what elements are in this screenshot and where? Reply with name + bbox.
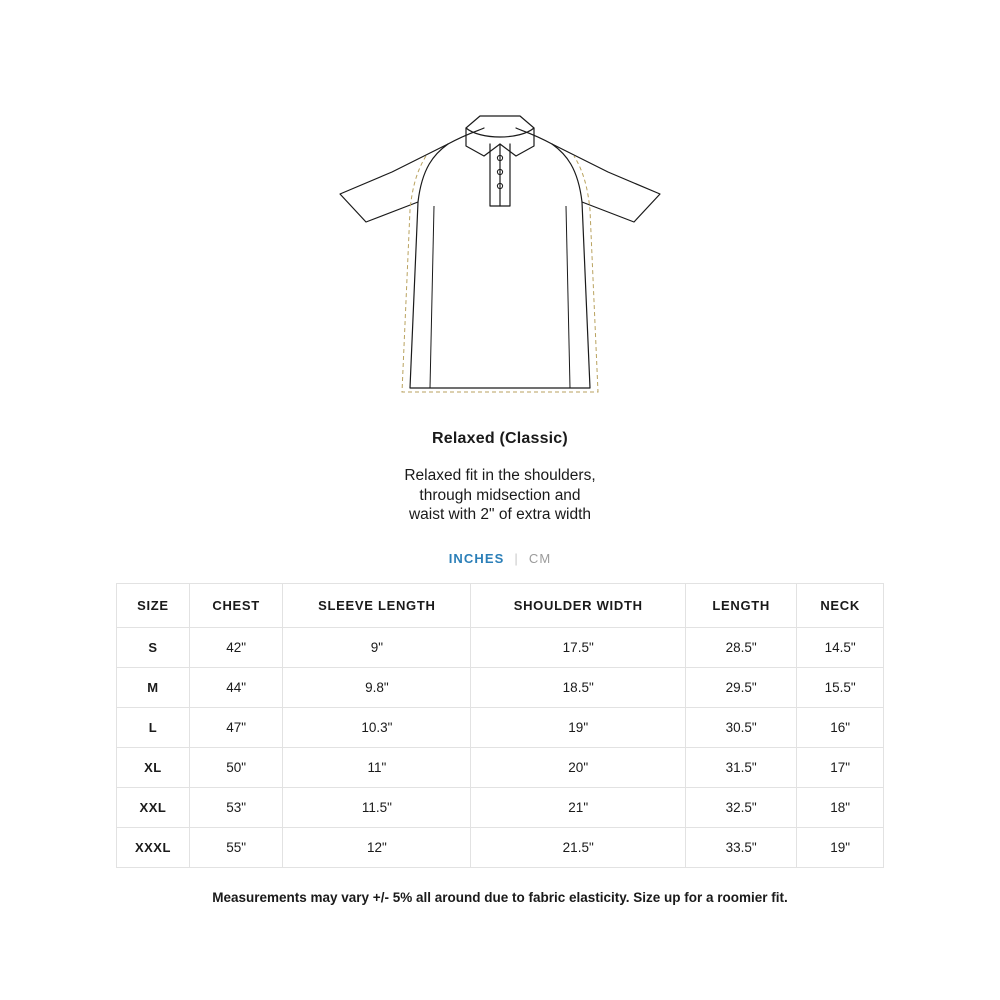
cell-size: L <box>117 708 190 748</box>
cell-size: XXXL <box>117 828 190 868</box>
cell-length: 31.5" <box>686 748 797 788</box>
unit-inches-option[interactable]: INCHES <box>448 551 505 567</box>
unit-toggle[interactable] <box>449 551 552 566</box>
table-row <box>117 748 884 788</box>
polo-shirt-illustration <box>330 110 670 400</box>
cell-neck: 15.5" <box>797 668 884 708</box>
cell-size: M <box>117 668 190 708</box>
cell-length: 30.5" <box>686 708 797 748</box>
cell-shoulder-width: 18.5" <box>471 668 686 708</box>
cell-shoulder-width: 21" <box>471 788 686 828</box>
cell-length: 29.5" <box>686 668 797 708</box>
cell-chest: 44" <box>189 668 283 708</box>
cell-length: 33.5" <box>686 828 797 868</box>
column-header-sleeve-length: SLEEVE LENGTH <box>283 584 471 628</box>
table-row <box>117 668 884 708</box>
column-header-shoulder-width: SHOULDER WIDTH <box>471 584 686 628</box>
cell-sleeve-length: 9" <box>283 628 471 668</box>
cell-neck: 18" <box>797 788 884 828</box>
cell-sleeve-length: 11.5" <box>283 788 471 828</box>
cell-chest: 55" <box>189 828 283 868</box>
column-header-chest: CHEST <box>189 584 283 628</box>
cell-neck: 19" <box>797 828 884 868</box>
cell-sleeve-length: 9.8" <box>283 668 471 708</box>
table-row <box>117 788 884 828</box>
cell-chest: 42" <box>189 628 283 668</box>
cell-shoulder-width: 20" <box>471 748 686 788</box>
cell-sleeve-length: 12" <box>283 828 471 868</box>
cell-length: 28.5" <box>686 628 797 668</box>
unit-separator: | <box>514 551 519 567</box>
cell-neck: 14.5" <box>797 628 884 668</box>
table-header-row <box>117 584 884 628</box>
column-header-neck: NECK <box>797 584 884 628</box>
table-row <box>117 708 884 748</box>
measurement-footnote: Measurements may vary +/- 5% all around due to fabric elasticity. Size up for a roomier fit. <box>212 890 788 906</box>
cell-size: XXL <box>117 788 190 828</box>
size-table <box>116 583 884 868</box>
cell-chest: 47" <box>189 708 283 748</box>
cell-shoulder-width: 17.5" <box>471 628 686 668</box>
cell-size: XL <box>117 748 190 788</box>
cell-neck: 16" <box>797 708 884 748</box>
cell-length: 32.5" <box>686 788 797 828</box>
fit-description: Relaxed fit in the shoulders, through midsection and waist with 2" of extra width <box>404 467 596 524</box>
cell-shoulder-width: 21.5" <box>471 828 686 868</box>
cell-neck: 17" <box>797 748 884 788</box>
table-row <box>117 628 884 668</box>
unit-cm-option[interactable]: CM <box>528 551 552 567</box>
cell-chest: 53" <box>189 788 283 828</box>
size-table-container <box>116 583 884 868</box>
column-header-length: LENGTH <box>686 584 797 628</box>
cell-chest: 50" <box>189 748 283 788</box>
table-row <box>117 828 884 868</box>
cell-shoulder-width: 19" <box>471 708 686 748</box>
column-header-size: SIZE <box>117 584 190 628</box>
fit-title: Relaxed (Classic) <box>432 430 568 447</box>
cell-sleeve-length: 11" <box>283 748 471 788</box>
cell-size: S <box>117 628 190 668</box>
cell-sleeve-length: 10.3" <box>283 708 471 748</box>
